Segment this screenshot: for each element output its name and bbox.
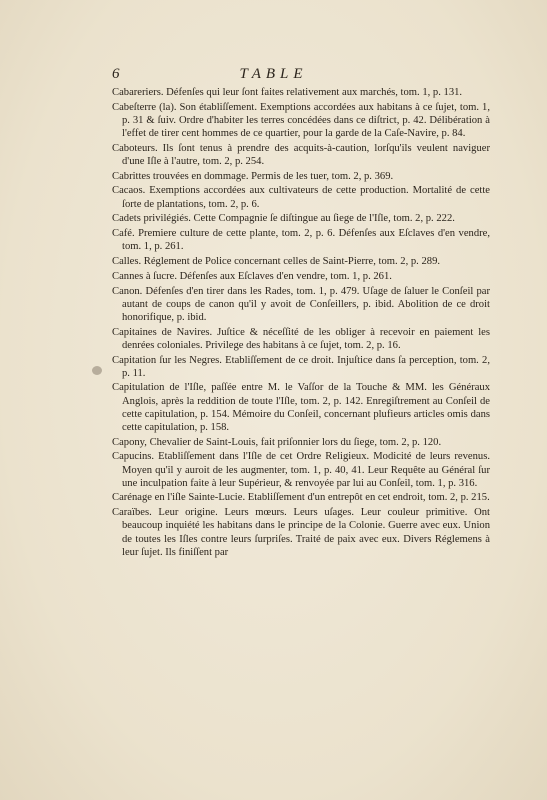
index-entry: Canon. Défenſes d'en tirer dans les Rades, tom. 1, p. 479. Uſage de ſaluer le Conſeil par autant de coups de canon qu'il y avoit de Conſeillers, p. ibid. Abolition de ce droit honorifique, p. ibid. [112, 285, 490, 323]
page-header [0, 66, 547, 86]
index-entries [112, 86, 490, 560]
index-entry: Caboteurs. Ils ſont tenus à prendre des acquits-à-caution, lorſqu'ils veulent naviguer d'une Iſle à l'autre, tom. 2, p. 254. [112, 142, 490, 167]
page-number: 6 [112, 66, 120, 82]
index-entry: Cadets privilégiés. Cette Compagnie ſe diſtingue au ſiege de l'Iſle, tom. 2, p. 222. [112, 213, 455, 225]
ink-blot [92, 366, 102, 375]
index-entry: Carénage en l'iſle Sainte-Lucie. Etabliſſement d'un entrepôt en cet endroit, tom. 2, p. 215. [112, 492, 490, 504]
page-title: TABLE [239, 66, 308, 82]
index-entry: Cabrittes trouvées en dommage. Permis de les tuer, tom. 2, p. 369. [112, 170, 394, 182]
index-entry: Cacaos. Exemptions accordées aux cultivateurs de cette production. Mortalité de cette ſorte de plantations, tom. 2, p. 6. [112, 185, 490, 210]
index-entry: Capitulation de l'Iſle, paſſée entre M. le Vaſſor de la Touche & MM. les Généraux Anglois, après la reddition de toute l'Iſle, tom. 2, p. 142. Enregiſtrement au Conſeil de cette capitulation, p. 154. Mémoire du Conſeil, concernant plufieurs articles omis dans cette capitulation, p. 158. [112, 382, 490, 433]
index-entry: Cannes à ſucre. Défenſes aux Eſclaves d'en vendre, tom. 1, p. 261. [112, 270, 392, 282]
index-entry: Capitaines de Navires. Juſtice & néceſſité de les obliger à recevoir en paiement les denrées coloniales. Privilege des habitans à ce ſujet, tom. 2, p. 16. [112, 326, 490, 351]
index-entry: Capitation ſur les Negres. Etabliſſement de ce droit. Injuſtice dans ſa perception, tom. 2, p. 11. [112, 354, 490, 379]
index-entry: Calles. Réglement de Police concernant celles de Saint-Pierre, tom. 2, p. 289. [112, 256, 441, 268]
index-entry: Cabeſterre (la). Son établiſſement. Exemptions accordées aux habitans à ce ſujet, tom. 1, p. 31 & ſuiv. Ordre d'habiter les terres concédées dans ce diſtrict, p. 42. Délibération à l'effet de tirer cent hommes de ce quartier, pour la garde de la Caſe-Navire, p. 84. [112, 101, 490, 140]
index-entry: Capucins. Etabliſſement dans l'Iſle de cet Ordre Religieux. Modicité de leurs revenus. Moyen qu'il y auroit de les augmenter, tom. 1, p. 40, 41. Leur Requête au Général ſur une inculpation faite à leur Supérieur, & renvoyée par lui au Conſeil, tom. 1, p. 316. [112, 451, 490, 489]
index-entry: Café. Premiere culture de cette plante, tom. 2, p. 6. Défenſes aux Eſclaves d'en vendre, tom. 1, p. 261. [112, 228, 490, 253]
index-entry: Cabareriers. Défenſes qui leur ſont faites relativement aux marchés, tom. 1, p. 131. [112, 87, 463, 98]
index-entry: Capony, Chevalier de Saint-Louis, fait priſonnier lors du ſiege, tom. 2, p. 120. [112, 436, 442, 448]
index-entry: Caraïbes. Leur origine. Leurs mœurs. Leurs uſages. Leur couleur primitive. Ont beaucoup inquiété les habitans dans le principe de la Colonie. Guerre avec eux. Union de toutes les Iſles contre leurs ſurpriſes. Traité de paix avec eux. Divers Réglemens à leur ſujet. Ils finiſſent par [112, 507, 490, 558]
